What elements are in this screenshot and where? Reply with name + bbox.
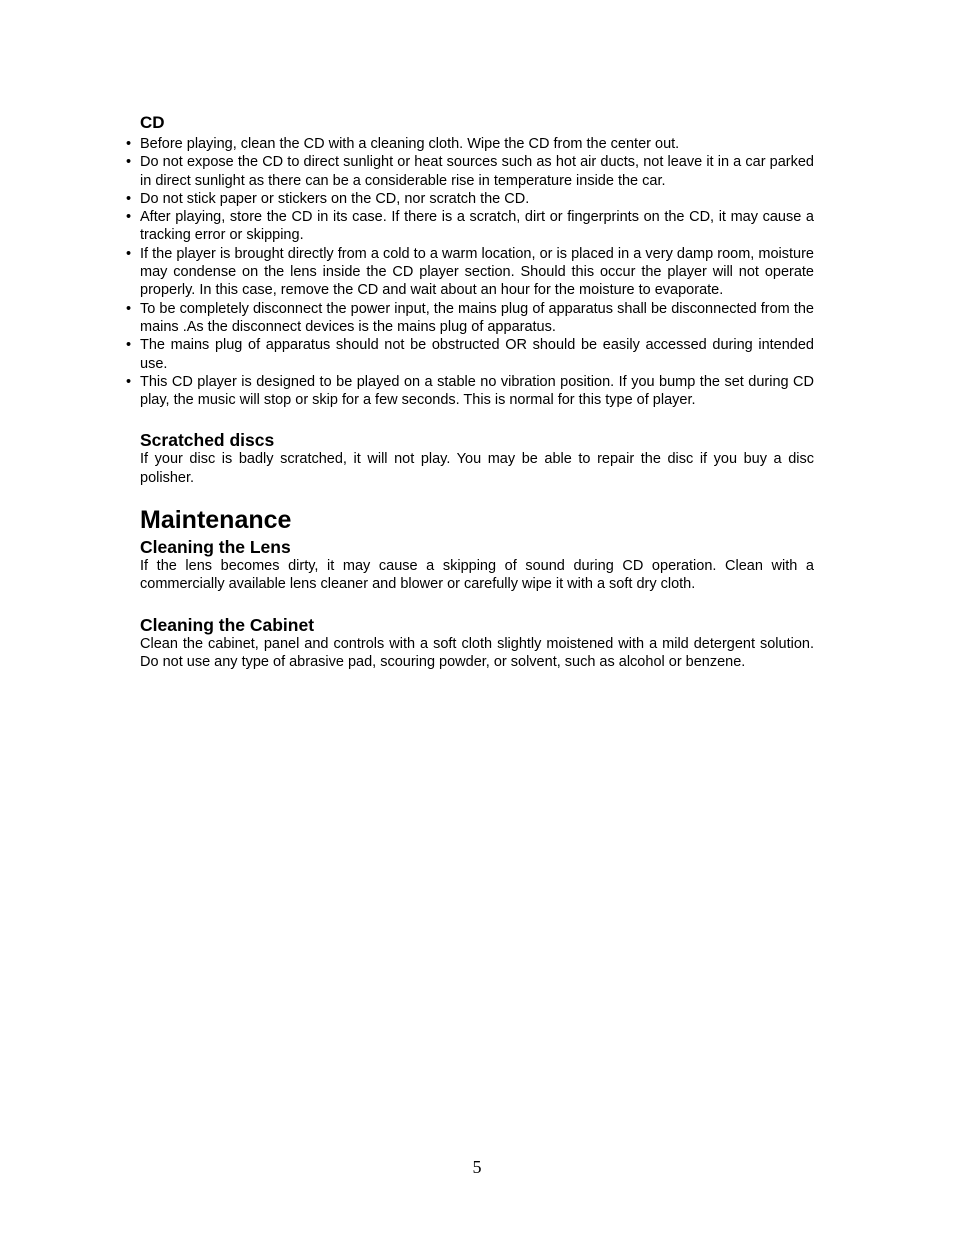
list-item-text: This CD player is designed to be played on a stable no vibration position. If you bump the set during CD play, the music will stop or skip for a few seconds. This is normal for this type of player. <box>140 373 814 409</box>
list-item-text: To be completely disconnect the power input, the mains plug of apparatus shall be disconnected from the mains .As the disconnect devices is the mains plug of apparatus. <box>140 300 814 335</box>
bullet-icon: • <box>126 373 132 390</box>
cd-heading: CD <box>140 113 165 132</box>
list-item <box>126 336 814 373</box>
cleaning-lens-heading: Cleaning the Lens <box>140 537 291 558</box>
list-item-text: The mains plug of apparatus should not be obstructed OR should be easily accessed during intended use. <box>140 337 814 372</box>
bullet-icon: • <box>126 209 132 226</box>
list-item-text: Before playing, clean the CD with a cleaning cloth. Wipe the CD from the center out. <box>140 136 680 152</box>
page-content <box>126 113 814 671</box>
list-item <box>126 300 814 337</box>
scratched-discs-text: If your disc is badly scratched, it will not play. You may be able to repair the disc if you buy a disc polisher. <box>140 451 814 486</box>
cd-bullet-list <box>126 135 814 409</box>
list-item <box>126 153 814 190</box>
list-item-text: Do not stick paper or stickers on the CD, nor scratch the CD. <box>140 190 530 207</box>
scratched-discs-heading: Scratched discs <box>140 430 275 451</box>
bullet-icon: • <box>126 136 132 152</box>
bullet-icon: • <box>126 337 132 354</box>
page-number: 5 <box>472 1157 482 1177</box>
cleaning-cabinet-text: Clean the cabinet, panel and controls with a soft cloth slightly moistened with a mild detergent solution. Do not use any type of abrasive pad, scouring powder, or solvent, such as alcohol or benzene. <box>140 635 814 670</box>
bullet-icon: • <box>126 154 132 171</box>
list-item-text: Do not expose the CD to direct sunlight or heat sources such as hot air ducts, not leave it in a car parked in direct sunlight as there can be a considerable rise in temperature inside the car. <box>140 154 814 189</box>
list-item <box>126 190 814 208</box>
bullet-icon: • <box>126 245 132 262</box>
bullet-icon: • <box>126 300 132 317</box>
cleaning-lens-text: If the lens becomes dirty, it may cause a skipping of sound during CD operation. Clean with a commercially available lens cleaner and blower or carefully wipe it with a soft dry cloth. <box>140 558 814 593</box>
list-item <box>126 208 814 245</box>
bullet-icon: • <box>126 190 132 207</box>
list-item-text: After playing, store the CD in its case. If there is a scratch, dirt or fingerprints on the CD, it may cause a tracking error or skipping. <box>140 209 814 244</box>
list-item-text: If the player is brought directly from a cold to a warm location, or is placed in a very damp room, moisture may condense on the lens inside the CD player section. Should this occur the player will not operate properly. In this case, remove the CD and wait about an hour for the moisture to evaporate. <box>140 245 814 299</box>
list-item <box>126 135 814 153</box>
list-item <box>126 373 814 410</box>
maintenance-heading: Maintenance <box>140 506 292 535</box>
cleaning-cabinet-heading: Cleaning the Cabinet <box>140 614 315 635</box>
list-item <box>126 245 814 300</box>
